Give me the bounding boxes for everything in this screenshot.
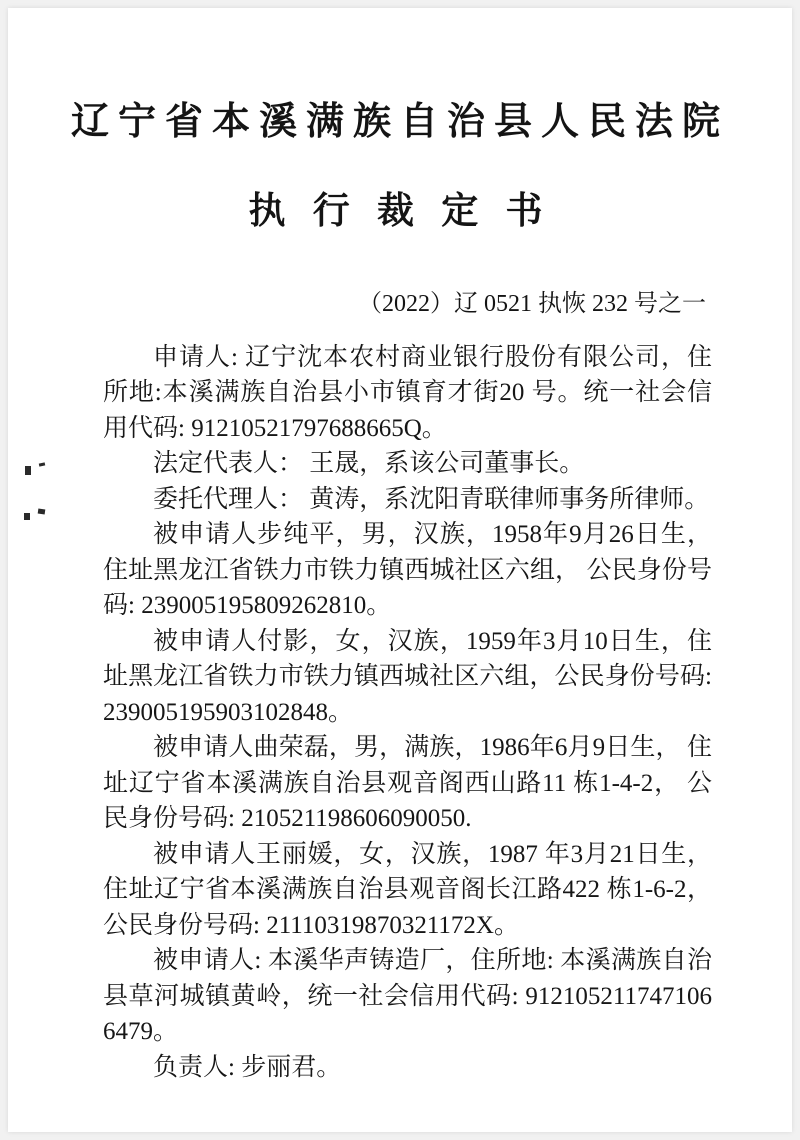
paragraph-person-in-charge: 负责人: 步丽君。: [153, 1053, 342, 1081]
case-number: （2022）辽 0521 执恢 232 号之一: [358, 290, 706, 317]
document-title: 执 行 裁 定 书: [248, 190, 552, 232]
paragraph-respondent-2: 被申请人付影，女，汉族，1959年3月10日生，住址黑龙江省铁力市铁力镇西城社区六组，公民身份号码: 239005195903102848。: [103, 627, 712, 726]
paragraph-respondent-3: 被申请人曲荣磊，男，满族，1986年6月9日生， 住址辽宁省本溪满族自治县观音阁西山路11 栋1-4-2， 公民身份号码: 210521198606090050.: [103, 734, 712, 833]
document-body: [8, 340, 792, 1086]
paragraph-applicant: 申请人: 辽宁沈本农村商业银行股份有限公司，住所地:本溪满族自治县小市镇育才街20 号。统一社会信用代码: 91210521797688665Q。: [103, 343, 712, 442]
ink-speck: [38, 509, 46, 515]
court-name: 辽宁省本溪满族自治县人民法院: [70, 101, 729, 143]
paragraph-respondent-5: 被申请人: 本溪华声铸造厂，住所地: 本溪满族自治县草河城镇黄岭，统一社会信用代码: 9121052117471066479。: [103, 947, 712, 1046]
paragraph-legal-representative: 法定代表人： 王晟，系该公司董事长。: [153, 450, 585, 478]
ink-speck: [24, 513, 30, 520]
paragraph-entrusted-agent: 委托代理人： 黄涛，系沈阳青联律师事务所律师。: [153, 485, 710, 513]
paragraph-respondent-1: 被申请人步纯平，男，汉族，1958年9月26日生， 住址黑龙江省铁力市铁力镇西城社区六组， 公民身份号码: 239005195809262810。: [103, 521, 712, 620]
document-page: [8, 8, 792, 1132]
ink-speck: [25, 466, 31, 475]
paragraph-respondent-4: 被申请人王丽媛，女，汉族，1987 年3月21日生，住址辽宁省本溪满族自治县观音阁长江路422 栋1-6-2，公民身份号码: 21110319870321172X。: [103, 840, 712, 939]
